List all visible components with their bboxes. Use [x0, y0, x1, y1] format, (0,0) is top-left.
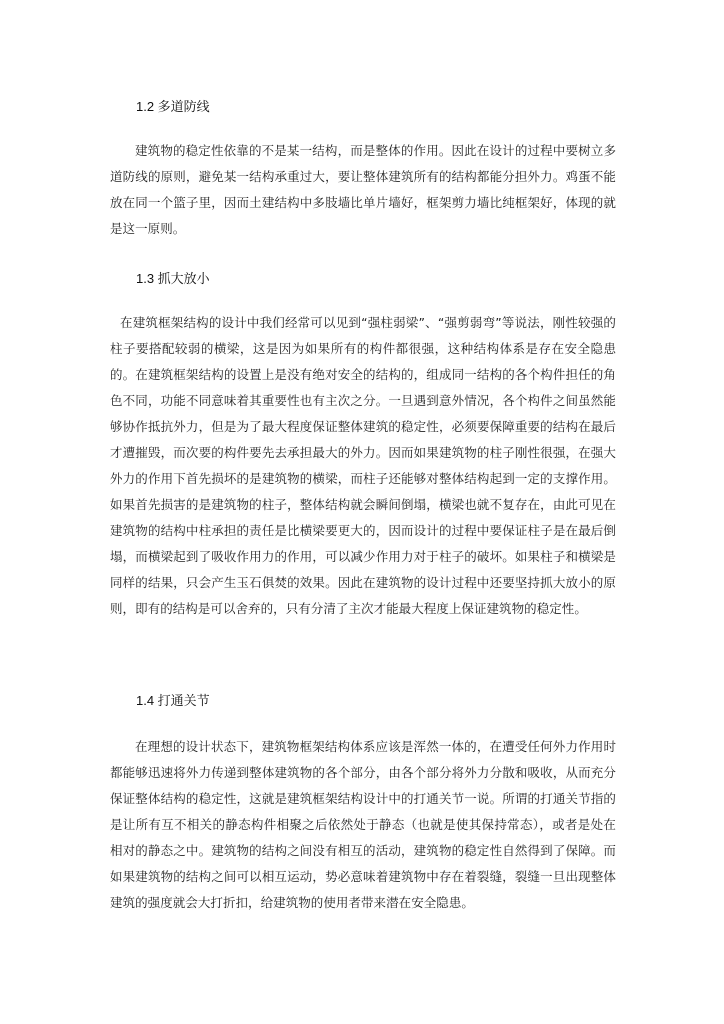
section-heading-1-4: 1.4 打通关节: [136, 693, 210, 708]
section-paragraph-1-4: 在理想的设计状态下，建筑物框架结构体系应该是浑然一体的，在遭受任何外力作用时都能够迅速将外力传递到整体建筑物的各个部分，由各个部分将外力分散和吸收，从而充分保证整体结构的稳定性，这就是建筑框架结构设计中的打通关节一说。所谓的打通关节指的是让所有互不相关的静态构件相聚之后依然处于静态（也就是使其保持常态），或者是处在相对的静态之中。建筑物的结构之间没有相互的活动，建筑物的稳定性自然得到了保障。而如果建筑物的结构之间可以相互运动，势必意味着建筑物中存在着裂缝，裂缝一旦出现整体建筑的强度就会大打折扣，给建筑物的使用者带来潜在安全隐患。: [110, 739, 616, 910]
section-paragraph-1-3: 在建筑框架结构的设计中我们经常可以见到“强柱弱梁”、“强剪弱弯”等说法，刚性较强的柱子要搭配较弱的横梁，这是因为如果所有的构件都很强，这种结构体系是存在安全隐患的。在建筑框架结构的设置上是没有绝对安全的结构的，组成同一结构的各个构件担任的角色不同，功能不同意味着其重要性也有主次之分。一旦遇到意外情况，各个构件之间虽然能够协作抵抗外力，但是为了最大程度保证整体建筑的稳定性，必须要保障重要的结构在最后才遭摧毁，而次要的构件要先去承担最大的外力。因而如果建筑物的柱子刚性很强，在强大外力的作用下首先损坏的是建筑物的横梁，而柱子还能够对整体结构起到一定的支撑作用。如果首先损害的是建筑物的柱子，整体结构就会瞬间倒塌，横梁也就不复存在，由此可见在建筑物的结构中柱承担的责任是比横梁要更大的，因而设计的过程中要保证柱子是在最后倒塌，而横梁起到了吸收作用力的作用，可以减少作用力对于柱子的破坏。如果柱子和横梁是同样的结果，只会产生玉石俱焚的效果。因此在建筑物的设计过程中还要坚持抓大放小的原则，即有的结构是可以舍弃的，只有分清了主次才能最大程度上保证建筑物的稳定性。: [110, 315, 616, 616]
section-heading-1-3: 1.3 抓大放小: [136, 271, 210, 286]
section-paragraph-1-2: 建筑物的稳定性依靠的不是某一结构，而是整体的作用。因此在设计的过程中要树立多道防线的原则，避免某一结构承重过大，要让整体建筑所有的结构都能分担外力。鸡蛋不能放在同一个篮子里，因而土建结构中多肢墙比单片墙好，框架剪力墙比纯框架好，体现的就是这一原则。: [110, 143, 616, 236]
section-heading-1-2: 1.2 多道防线: [136, 99, 210, 114]
